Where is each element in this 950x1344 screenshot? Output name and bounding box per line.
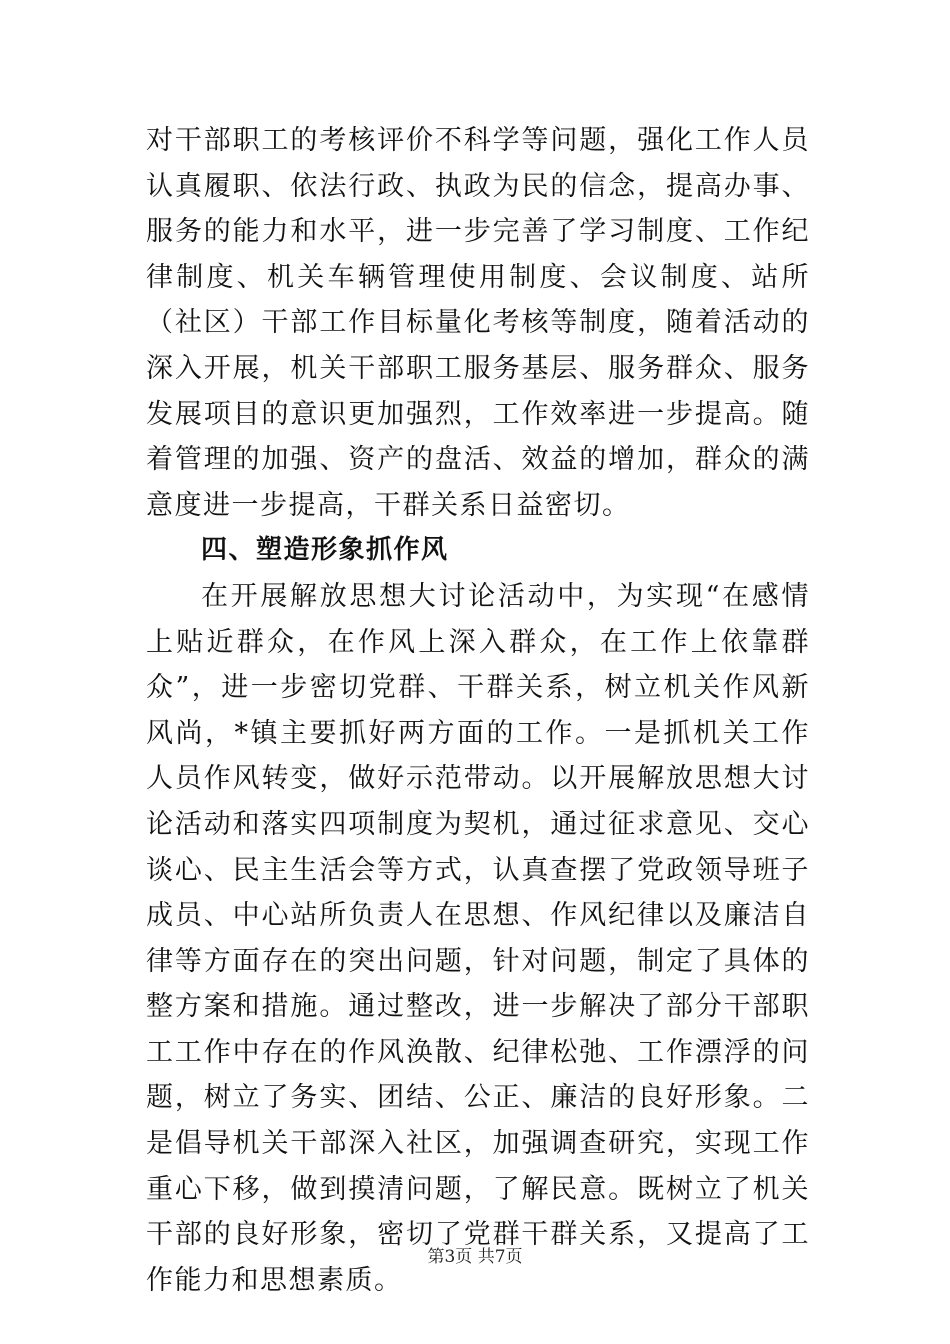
page-number-footer: 第3页 共7页 bbox=[427, 1247, 523, 1267]
section-paragraph: 在开展解放思想大讨论活动中，为实现“在感情上贴近群众，在作风上深入群众，在工作上依靠群众”，进一步密切党群、干群关系，树立机关作风新风尚，*镇主要抓好两方面的工作。一是抓机关工作人员作风转变，做好示范带动。以开展解放思想大讨论活动和落实四项制度为契机，通过征求意见、交心谈心、民主生活会等方式，认真查摆了党政领导班子成员、中心站所负责人在思想、作风纪律以及廉洁自律等方面存在的突出问题，针对问题，制定了具体的整方案和措施。通过整改，进一步解决了部分干部职工工作中存在的作风涣散、纪律松弛、工作漂浮的问题，树立了务实、团结、公正、廉洁的良好形象。二是倡导机关干部深入社区，加强调查研究，实现工作重心下移，做到摸清问题，了解民意。既树立了机关干部的良好形象，密切了党群干群关系，又提高了工作能力和思想素质。 bbox=[146, 580, 810, 1296]
document-body bbox=[146, 118, 810, 1303]
continued-paragraph: 对干部职工的考核评价不科学等问题，强化工作人员认真履职、依法行政、执政为民的信念，提高办事、服务的能力和水平，进一步完善了学习制度、工作纪律制度、机关车辆管理使用制度、会议制度、站所（社区）干部工作目标量化考核等制度，随着活动的深入开展，机关干部职工服务基层、服务群众、服务发展项目的意识更加强烈，工作效率进一步提高。随着管理的加强、资产的盘活、效益的增加，群众的满意度进一步提高，干群关系日益密切。 bbox=[146, 125, 810, 521]
section-heading: 四、塑造形象抓作风 bbox=[201, 535, 449, 566]
